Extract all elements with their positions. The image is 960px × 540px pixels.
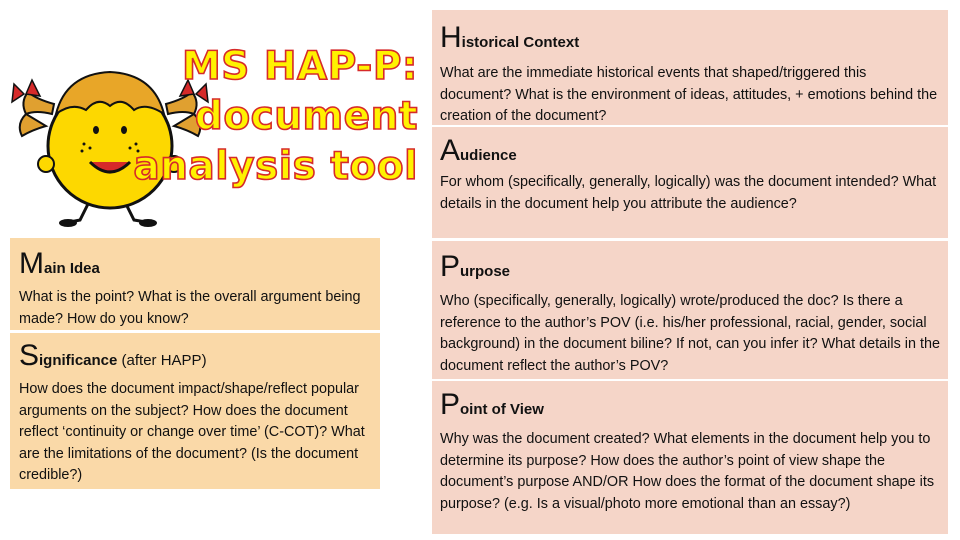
- heading-rest: ain Idea: [44, 260, 100, 277]
- purpose-text: Who (specifically, generally, logically) wrote/produced the doc? Is there a reference to the author’s POV (i.e. his/her professional, racial, gender, social background) in the document biline? If not, can you infer it? What details in the document reflect the author’s POV?: [440, 293, 940, 374]
- audience-text: For whom (specifically, generally, logically) was the document intended? What details in the document help you attribute the audience?: [440, 174, 937, 212]
- point-of-view-text: Why was the document created? What elements in the document help you to determine its purpose? How does the author’s point of view shape the document’s purpose AND/OR How does the format of the document shape its purpose? (e.g. Is a visual/photo more emotional than an essay?): [440, 431, 935, 512]
- title-line-1: MS HAP-P:: [181, 44, 418, 89]
- heading-note: (after HAPP): [117, 352, 207, 369]
- heading-rest: oint of View: [460, 401, 544, 418]
- historical-context-text: What are the immediate historical events that shaped/triggered this document? What is the environment of ideas, attitudes, + emotions behind the creation of the document?: [440, 65, 938, 125]
- heading-initial: H: [440, 21, 462, 54]
- audience-box: [432, 127, 948, 238]
- heading-initial: A: [440, 134, 461, 167]
- purpose-heading: [440, 252, 940, 282]
- heading-rest: urpose: [460, 263, 511, 280]
- heading-rest: istorical Context: [461, 34, 580, 51]
- point-of-view-heading: [440, 390, 940, 420]
- heading-initial: S: [19, 339, 40, 372]
- main-idea-box: [10, 238, 380, 330]
- main-idea-heading: [19, 249, 371, 279]
- significance-text: How does the document impact/shape/reflect popular arguments on the subject? How does the document reflect ‘continuity or change over time’ (C-COT)? What are the limitations of the document? (Is the document credible?): [19, 381, 365, 484]
- page-title: [0, 42, 418, 192]
- heading-rest: udience: [460, 147, 517, 164]
- main-idea-text: What is the point? What is the overall argument being made? How do you know?: [19, 289, 361, 327]
- audience-heading: [440, 136, 940, 166]
- title-line-3: analysis tool: [133, 144, 418, 189]
- heading-initial: M: [19, 247, 44, 280]
- title-line-2: document: [194, 94, 418, 139]
- significance-box: [10, 333, 380, 489]
- heading-rest: ignificance: [39, 352, 118, 369]
- heading-initial: P: [440, 250, 461, 283]
- purpose-box: [432, 241, 948, 379]
- point-of-view-box: [432, 381, 948, 534]
- significance-heading: [19, 341, 371, 371]
- heading-initial: P: [440, 388, 461, 421]
- historical-context-heading: [440, 23, 940, 53]
- historical-context-box: [432, 10, 948, 125]
